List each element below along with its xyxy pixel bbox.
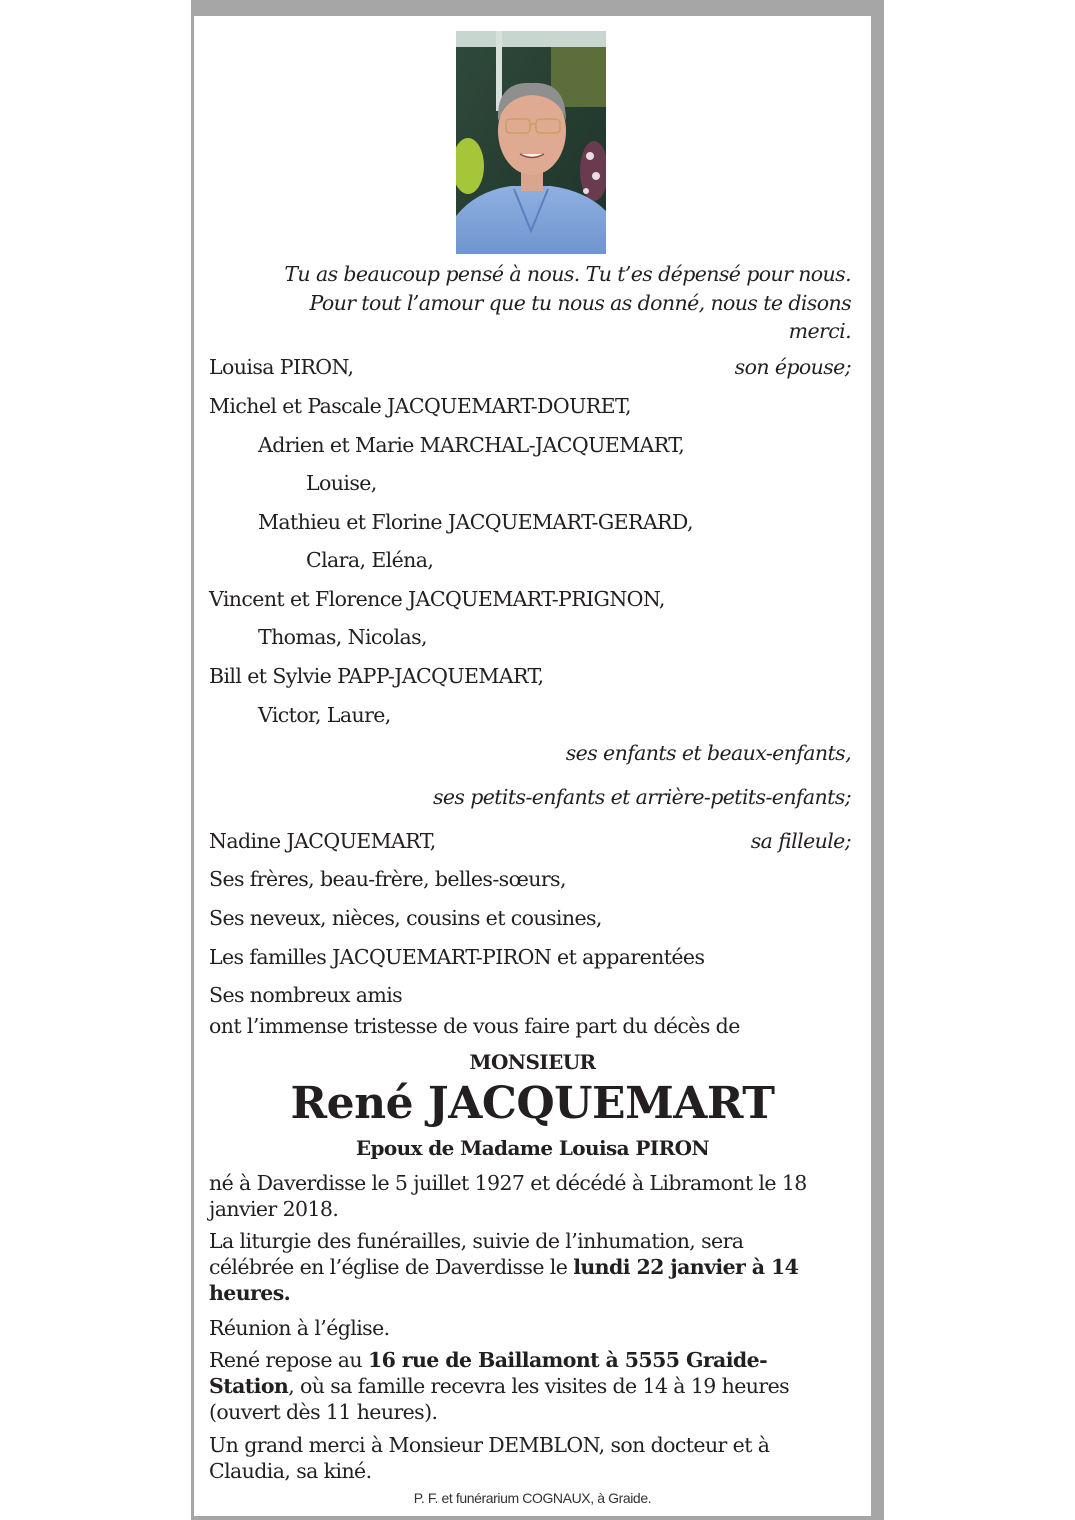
- family-line: Michel et Pascale JACQUEMART-DOURET,: [209, 394, 631, 418]
- family-line: Victor, Laure,: [258, 703, 391, 727]
- reunion-text: Réunion à l’église.: [209, 1316, 390, 1340]
- liturgy-intro: La liturgie des funérailles, suivie de l’inhumation, sera célébrée en l’église de Daverdisse le: [209, 1229, 744, 1279]
- birth-death-text: né à Daverdisse le 5 juillet 1927 et décédé à Libramont le 18 janvier 2018.: [209, 1171, 807, 1221]
- funeral-home-credit: P. F. et funérarium COGNAUX, à Graide.: [413, 1490, 652, 1506]
- announcement-line: ont l’immense tristesse de vous faire part du décès de: [209, 1014, 740, 1038]
- portrait-photo: [456, 31, 606, 254]
- repose-address: 16 rue de Baillamont à 5555 Graide-Station: [209, 1348, 768, 1398]
- family-line: Louise,: [306, 471, 377, 495]
- goddaughter-relation: sa filleule;: [750, 829, 851, 853]
- others-line: Ses neveux, nièces, cousins et cousines,: [209, 906, 602, 930]
- goddaughter-line: [209, 829, 851, 853]
- others-line: Ses nombreux amis: [209, 983, 403, 1007]
- spouse-line: [209, 355, 851, 379]
- children-label: ses enfants et beaux-enfants,: [565, 741, 851, 765]
- others-line: Les familles JACQUEMART-PIRON et apparentées: [209, 945, 705, 969]
- deceased-name: René JACQUEMART: [290, 1078, 775, 1129]
- repose-text: [209, 1347, 829, 1425]
- family-line: Bill et Sylvie PAPP-JACQUEMART,: [209, 664, 544, 688]
- repose-visits: , où sa famille recevra les visites de 14 à 19 heures (ouvert dès 11 heures).: [209, 1374, 790, 1424]
- grandchildren-label: ses petits-enfants et arrière-petits-enfants;: [432, 785, 851, 809]
- quote-line-1: Tu as beaucoup pensé à nous. Tu t’es dépensé pour nous.: [284, 262, 851, 286]
- liturgy-text: [209, 1228, 809, 1306]
- goddaughter-name: Nadine JACQUEMART,: [209, 829, 436, 853]
- quote-line-2: Pour tout l’amour que tu nous as donné, nous te disons: [309, 291, 851, 315]
- family-line: Thomas, Nicolas,: [258, 625, 427, 649]
- thanks-text: Un grand merci à Monsieur DEMBLON, son docteur et à Claudia, sa kiné.: [209, 1433, 770, 1483]
- liturgy-datetime: lundi 22 janvier à 14 heures.: [209, 1255, 799, 1305]
- family-line: Mathieu et Florine JACQUEMART-GERARD,: [258, 510, 693, 534]
- honorific: MONSIEUR: [469, 1050, 596, 1074]
- quote-line-3: merci.: [788, 319, 851, 343]
- family-line: Clara, Eléna,: [306, 548, 434, 572]
- family-line: Vincent et Florence JACQUEMART-PRIGNON,: [209, 587, 665, 611]
- spouse-name: Louisa PIRON,: [209, 355, 354, 379]
- deceased-subtitle: Epoux de Madame Louisa PIRON: [355, 1136, 710, 1160]
- repose-intro: René repose au: [209, 1348, 368, 1372]
- others-line: Ses frères, beau-frère, belles-sœurs,: [209, 867, 566, 891]
- spouse-relation: son épouse;: [734, 355, 851, 379]
- family-line: Adrien et Marie MARCHAL-JACQUEMART,: [258, 433, 685, 457]
